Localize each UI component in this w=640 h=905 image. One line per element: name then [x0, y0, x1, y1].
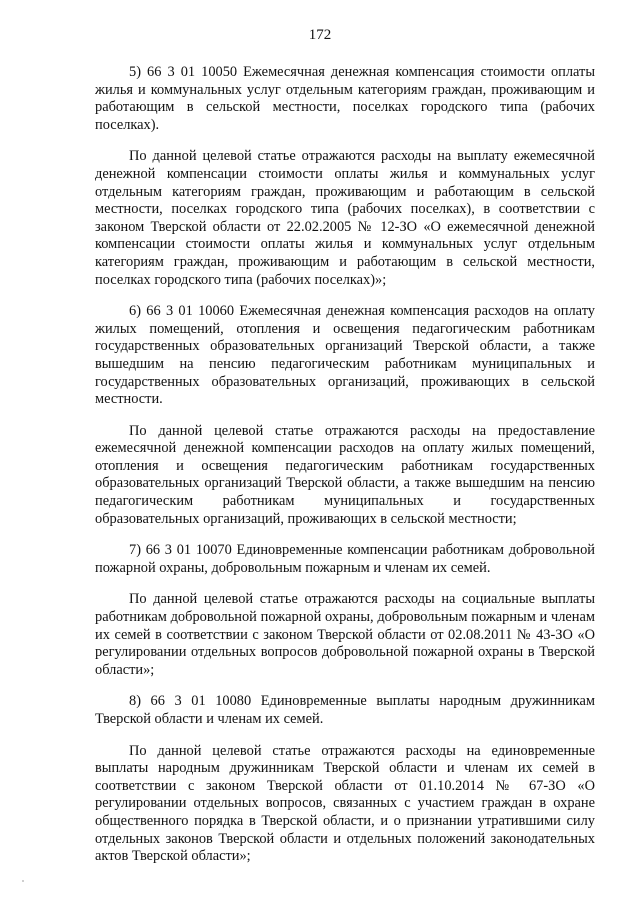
paragraph-item-7-description: По данной целевой статье отражаются расходы на социальные выплаты работникам добровольной пожарной охраны, добровольным пожарным и членам их семей в соответствии с законом Тверской области от 02.08.2011 № 43-ЗО «О регулировании отдельных вопросов добровольной пожарной охраны в Тверской области»;	[95, 591, 595, 678]
document-body	[95, 64, 595, 880]
paragraph-item-8-description: По данной целевой статье отражаются расходы на единовременные выплаты народным дружинникам Тверской области и членам их семей в соответствии с законом Тверской области от 01.10.2014 № 67-ЗО «О регулировании отдельных вопросов, связанных с участием граждан в охране общественного порядка в Тверской области, и о признании утратившими силу отдельных законов Тверской области и отдельных положений законодательных актов Тверской области»;	[95, 742, 595, 865]
paragraph-item-5-heading: 5) 66 3 01 10050 Ежемесячная денежная компенсация стоимости оплаты жилья и коммунальных услуг отдельным категориям граждан, проживающим и работающим в сельской местности, поселках городского типа (рабочих поселках).	[95, 64, 595, 133]
scan-artifact-dot	[22, 880, 24, 882]
paragraph-item-5-description: По данной целевой статье отражаются расходы на выплату ежемесячной денежной компенсации стоимости оплаты жилья и коммунальных услуг отдельным категориям граждан, проживающим и работающим в сельской местности, поселках городского типа (рабочих поселках), в соответствии с законом Тверской области от 22.02.2005 № 12-ЗО «О ежемесячной денежной компенсации стоимости оплаты жилья и коммунальных услуг отдельным категориям граждан, проживающим и работающим в сельской местности, поселках городского типа (рабочих поселках)»;	[95, 148, 595, 288]
paragraph-item-6-description: По данной целевой статье отражаются расходы на предоставление ежемесячной денежной компенсации расходов на оплату жилых помещений, отопления и освещения педагогическим работникам государственных образовательных организаций Тверской области, а также вышедшим на пенсию педагогическим работникам муниципальных и государственных образовательных организаций, проживающих в сельской местности;	[95, 422, 595, 527]
paragraph-item-6-heading: 6) 66 3 01 10060 Ежемесячная денежная компенсация расходов на оплату жилых помещений, отопления и освещения педагогическим работникам государственных образовательных организаций Тверской области, а также вышедшим на пенсию педагогическим работникам муниципальных и государственных образовательных организаций, проживающих в сельской местности.	[95, 303, 595, 408]
page-number: 172	[308, 27, 332, 43]
paragraph-item-8-heading: 8) 66 3 01 10080 Единовременные выплаты народным дружинникам Тверской области и членам их семей.	[95, 693, 595, 727]
paragraph-item-7-heading: 7) 66 3 01 10070 Единовременные компенсации работникам добровольной пожарной охраны, добровольным пожарным и членам их семей.	[95, 542, 595, 576]
